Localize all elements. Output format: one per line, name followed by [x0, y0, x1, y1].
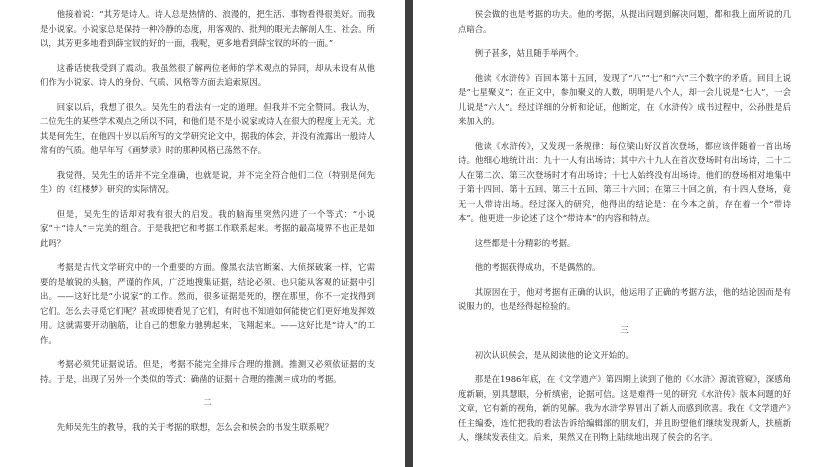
paragraph: 侯会做的也是考据的功夫。他的考据，从提出问题到解决问题，都和我上面所说的几点暗合。 [458, 9, 791, 34]
paragraph: 他的考据获得成功，不是偶然的。 [474, 262, 601, 272]
paragraph: 初次认识侯会，是从阅读他的论文开始的。 [474, 349, 634, 360]
paragraph: 他读《水浒传》，又发现一条规律：每位梁山好汉首次登场，都应该伴随着一首出场诗。他细心地统计出：九十一人有出场诗；其中六十九人在首次登场时有出场诗，二十二人在第二次、第三次登场时才有出场诗；十七人始终没有出场诗。他们的登场相对地集中于第十四回、第十五回、第三十五回、第三十六回；在第三十回之前，有十四人登场，竟无一人带诗出场。经过深入的研究，他得出的结论是：在今本之前，存在着一个“带诗本”。他更进一步论述了这个“带诗本”的内容和特点。 [458, 140, 791, 223]
paragraph: 他接着说：“其芳是诗人。诗人总是热情的、浪漫的，把生活、事物看得很美好。而我是小说家。小说家总是保持一种冷静的态度，用客观的、批判的眼光去解剖人生、社会。所以，其芳更多地看到薛宝钗的好的一面，我呢，更多地看到薛宝钗的坏的一面。” [40, 9, 375, 48]
section-heading: 二 [203, 397, 212, 407]
paragraph: 这番话使我受到了震动。我虽然很了解两位老师的学术观点的异同，却从未设有从他们作为小说家、诗人的身份、气质、风格等方面去追索原因。 [40, 62, 375, 87]
left-page [0, 0, 405, 467]
paragraph: 考据必须凭证据说话。但是，考据不能完全排斥合理的推测。推测又必须依证据的支持。于是，出现了另外一个类似的等式：确凿的证据＋合理的推测＝成功的考据。 [40, 359, 375, 384]
paragraph: 回家以后，我想了很久。吴先生的看法有一定的道理。但我并不完全赞同。我认为，二位先生的某些学术观点之所以不同，和他们是不是小说家或诗人在很大的程度上无关。尤其是何先生，在他四十岁以后所写的文学研究论文中，据我的体会，并没有流露出一般诗人常有的气质。他早年写《画梦录》时的那种风格已荡然不存。 [40, 101, 375, 155]
paragraph: 那是在1986年底，在《文学遗产》第四期上读到了他的《〈水浒〉源流管窥》，深感角度新颖，别具慧眼，分析缜密，论据可信。这是难得一见的研究《水浒传》版本问题的好文章，它有新的视角，新的见解。我为水浒学界冒出了新人而感到欣喜。我在《文学遗产》任主编委，连忙把我的看法告诉给编辑部的朋友们，并且盼望他们继续发现新人，扶植新人，继续发表佳文。后来，果然又在刊物上陆续地出现了侯会的名字。 [458, 374, 791, 442]
left-page-text [40, 0, 375, 435]
paragraph: 其原因在于，他对考据有正确的认识，他运用了正确的考据方法，他的结论因而是有说服力的，也是经得起检验的。 [458, 286, 791, 311]
section-heading: 三 [620, 324, 629, 335]
paragraph: 我觉得，吴先生的话并不完全准确，也就是说，并不完全符合他们二位（特别是何先生）的《红楼梦》研究的实际情况。 [40, 169, 375, 194]
paragraph: 先师吴先生的教导，我的关于考据的联想，怎么会和侯会的书发生联系呢？ [56, 422, 334, 432]
right-page-text [458, 0, 791, 445]
paragraph: 但是，吴先生的话却对我有很大的启发。我的脑海里突然闪进了一个等式：“小说家”＋“诗人”＝完美的组合。于是我把它和考据工作联系起来。考据的最高境界不也正是如此吗？ [40, 208, 375, 248]
paragraph: 这些都是十分精彩的考据。 [474, 237, 576, 248]
paragraph: 考据是古代文学研究中的一个重要的方面。像黑衣法官断案、大侦探破案一样，它需要的是敏锐的头脑，严谨的作风，广泛地搜集证据，结论必须、也只能从客观的证据中引出。——这好比是“小说家”的工作。然而，很多证据是死的，摆在那里，你不一定找得到它们。怎么去寻觅它们呢？甚或即使看见了它们，有时也不知道如何能使它们更好地发挥效用。这就需要开动脑筋，让自己的想象力驰骋起来，飞翔起来。——这好比是“诗人”的工作。 [40, 262, 375, 345]
paragraph: 他读《水浒传》百回本第十五回，发现了“八”“七”和“六”三个数字的矛盾。回目上说是“七星聚义”；在正文中，参加聚义的人数，明明是八个人，却一会儿说是“七人”，一会儿说是“六人”。经过详细的分析和论证，他断定，在《水浒传》成书过程中，公孙胜是后来加入的。 [458, 72, 791, 126]
paragraph: 例子甚多，姑且随手举两个。 [474, 48, 584, 58]
page-gutter [405, 0, 413, 467]
right-page [413, 0, 819, 467]
